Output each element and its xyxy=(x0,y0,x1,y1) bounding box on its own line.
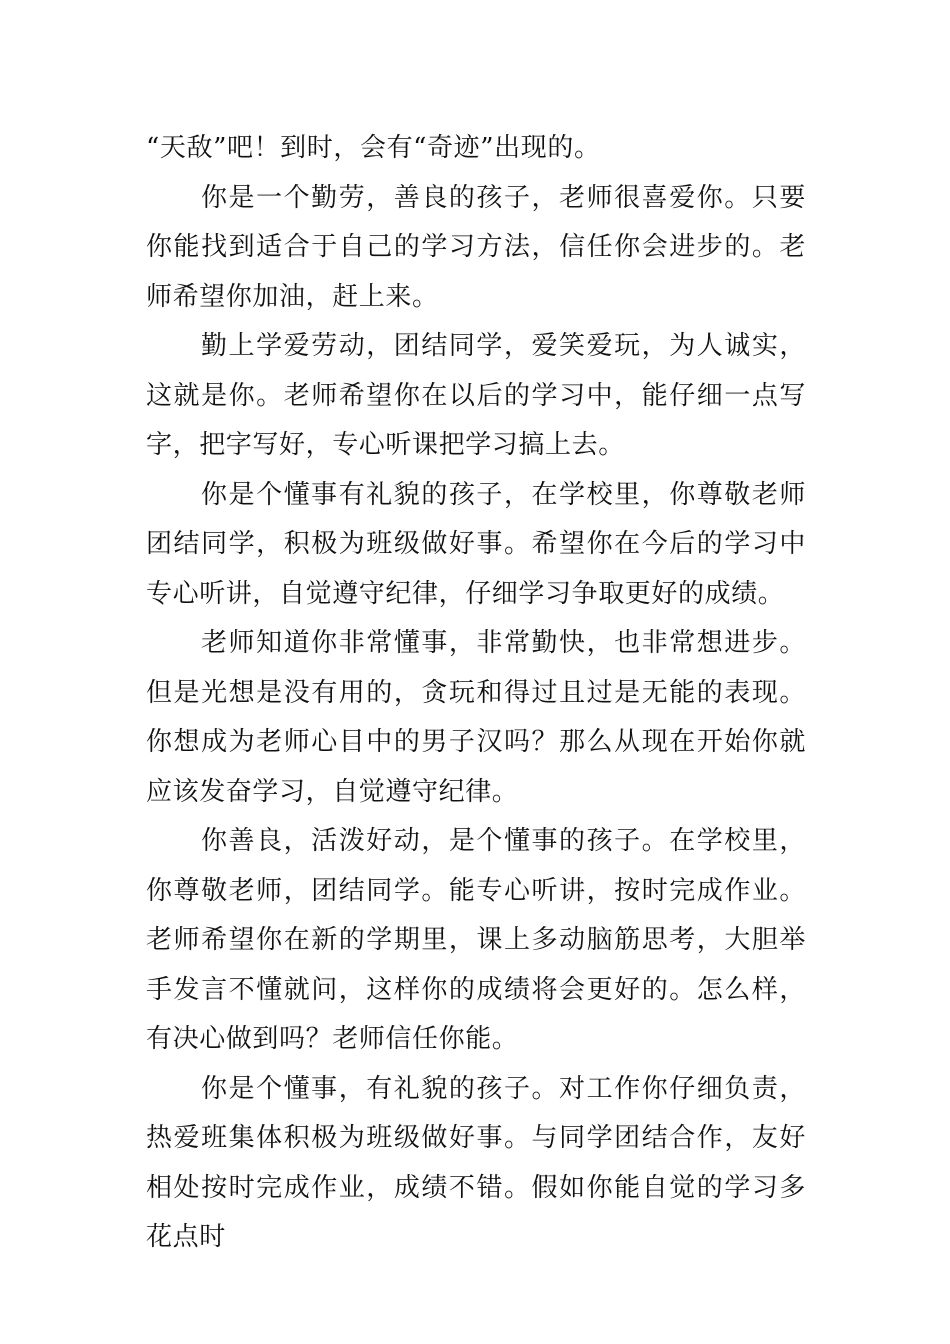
paragraph-2: 你是一个勤劳，善良的孩子，老师很喜爱你。只要你能找到适合于自己的学习方法，信任你会进步的。老师希望你加油，赶上来。 xyxy=(146,182,806,312)
paragraph-6: 你善良，活泼好动，是个懂事的孩子。在学校里，你尊敬老师，团结同学。能专心听讲，按时完成作业。老师希望你在新的学期里，课上多动脑筋思考，大胆举手发言不懂就问，这样你的成绩将会更好的。怎么样，有决心做到吗？老师信任你能。 xyxy=(146,826,806,1054)
paragraph-3: 勤上学爱劳动，团结同学，爱笑爱玩，为人诚实，这就是你。老师希望你在以后的学习中，能仔细一点写字，把字写好，专心听课把学习搞上去。 xyxy=(146,331,806,460)
paragraph-7: 你是个懂事，有礼貌的孩子。对工作你仔细负责，热爱班集体积极为班级做好事。与同学团结合作，友好相处按时完成作业，成绩不错。假如你能自觉的学习多花点时 xyxy=(146,1073,806,1252)
paragraph-1: “天敌”吧！到时，会有“奇迹”出现的。 xyxy=(146,133,601,163)
document-body xyxy=(146,124,806,1263)
paragraph-5: 老师知道你非常懂事，非常勤快，也非常想进步。但是光想是没有用的，贪玩和得过且过是无能的表现。你想成为老师心目中的男子汉吗？那么从现在开始你就应该发奋学习，自觉遵守纪律。 xyxy=(146,628,806,807)
paragraph-4: 你是个懂事有礼貌的孩子，在学校里，你尊敬老师团结同学，积极为班级做好事。希望你在今后的学习中专心听讲，自觉遵守纪律，仔细学习争取更好的成绩。 xyxy=(146,479,806,609)
